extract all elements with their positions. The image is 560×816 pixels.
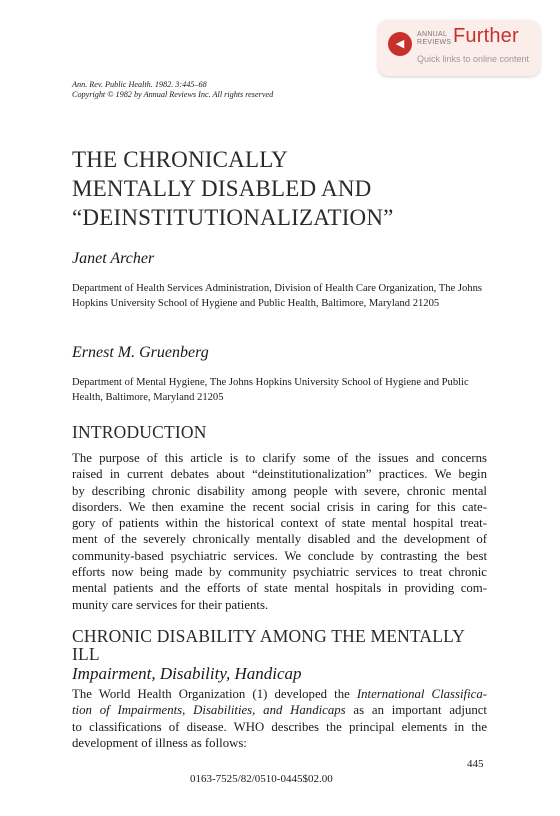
author-affiliation: Department of Health Services Administration, Division of Health Care Organization, The Johns Hopkins University School of Hygiene and Public Health, Baltimore, Maryland 21205: [72, 283, 483, 309]
page-number: 445: [467, 758, 484, 770]
further-badge[interactable]: [378, 20, 540, 76]
badge-title: Further: [453, 25, 519, 47]
badge-subtitle: Quick links to online content: [417, 54, 530, 64]
badge-brand: ANNUAL REVIEWS: [417, 31, 452, 46]
citation: Ann. Rev. Public Health. 1982. 3:445–68 Copyright © 1982 by Annual Reviews Inc. All rights reserved: [72, 80, 274, 99]
author-affiliation: Department of Mental Hygiene, The Johns Hopkins University School of Hygiene and Public Health, Baltimore, Maryland 21205: [72, 377, 469, 403]
body-paragraph: The World Health Organization (1) developed the International Classifica- tion of Impairments, Disabilities, and Handicaps as an important adjunct to classifications of disease. WHO describes the principal elements in the development of illness as follows:: [72, 687, 487, 750]
author-name: Janet Archer: [72, 250, 155, 267]
author-name: Ernest M. Gruenberg: [72, 344, 209, 361]
article-title: THE CHRONICALLY MENTALLY DISABLED AND “DEINSTITUTIONALIZATION”: [72, 147, 394, 230]
section-heading-introduction: INTRODUCTION: [72, 422, 207, 442]
intro-paragraph: The purpose of this article is to clarify some of the issues and concerns raised in current debates about “deinstitutionalization” practices. We begin by describing chronic disability among people with severe, chronic mental disorders. We then examine the recent social crisis in caring for this cate- gory of patients within the historical context of state mental hospital treat- ment of the severely chronically mentally disabled and the development of community-based psychiatric services. We conclude by contrasting the best efforts now being made by community psychiatric services to treat chronic mental patients and the efforts of state mental hospitals in providing com- munity care services for their patients.: [72, 451, 487, 612]
annual-reviews-logo-icon: ◀: [388, 32, 412, 56]
subsection-heading: Impairment, Disability, Handicap: [72, 664, 302, 683]
footer-code: 0163-7525/82/0510-0445$02.00: [190, 773, 333, 785]
section-heading-chronic-disability: CHRONIC DISABILITY AMONG THE MENTALLY ILL: [72, 626, 466, 664]
